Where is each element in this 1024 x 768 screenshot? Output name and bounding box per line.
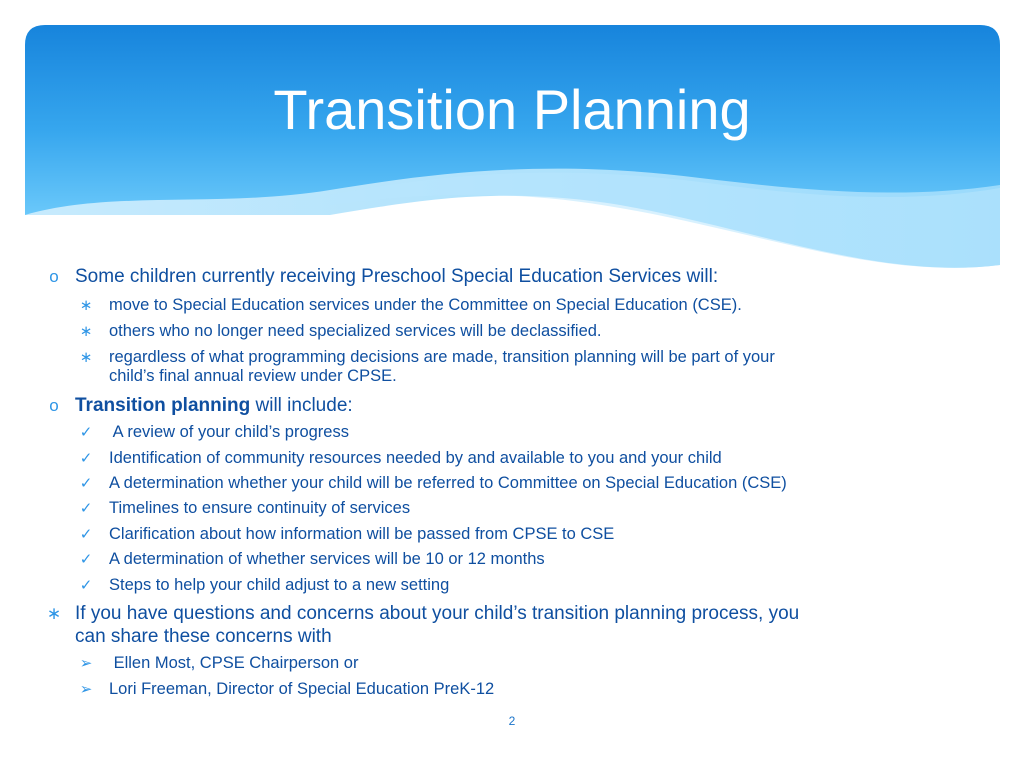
checkmark-icon: ✓ <box>79 500 93 517</box>
checkmark-icon: ✓ <box>79 475 93 492</box>
check-item-text: A determination whether your child will be referred to Committee on Special Education (CSE) <box>109 474 787 492</box>
bullet-text <box>75 395 970 417</box>
contact-text: Ellen Most, CPSE Chairperson or <box>109 654 359 672</box>
sub-bullet-text: regardless of what programming decisions are made, transition planning will be part of your <box>109 348 775 366</box>
page-number: 2 <box>508 714 516 728</box>
check-item-text: Identification of community resources needed by and available to you and your child <box>109 449 722 467</box>
checkmark-icon: ✓ <box>79 526 93 543</box>
bold-text: Transition planning <box>75 395 251 416</box>
check-item-text: Steps to help your child adjust to a new setting <box>109 576 450 594</box>
asterisk-bullet-icon: ∗ <box>79 297 93 314</box>
circle-bullet-icon: o <box>49 267 59 286</box>
header-banner <box>0 0 1024 300</box>
check-item-text: Clarification about how information will be passed from CPSE to CSE <box>109 525 615 543</box>
circle-bullet-icon: o <box>49 396 59 415</box>
asterisk-bullet-icon: ∗ <box>46 604 62 623</box>
sub-bullet-text: move to Special Education services under the Committee on Special Education (CSE). <box>109 296 742 314</box>
sub-bullet-text: others who no longer need specialized services will be declassified. <box>109 322 602 340</box>
asterisk-bullet-icon: ∗ <box>79 349 93 366</box>
arrow-bullet-icon: ➢ <box>79 681 93 698</box>
bullet-text: can share these concerns with <box>75 626 332 647</box>
bullet-text: Some children currently receiving Preschool Special Education Services will: <box>75 266 719 287</box>
arrow-bullet-icon: ➢ <box>79 655 93 672</box>
check-item-text: A determination of whether services will be 10 or 12 months <box>109 550 545 568</box>
checkmark-icon: ✓ <box>79 551 93 568</box>
contact-text: Lori Freeman, Director of Special Education PreK-12 <box>109 680 495 698</box>
bullet-text: If you have questions and concerns about your child’s transition planning process, you <box>75 603 800 624</box>
checkmark-icon: ✓ <box>79 577 93 594</box>
sub-bullet-text: child’s final annual review under CPSE. <box>109 367 397 385</box>
checkmark-icon: ✓ <box>79 450 93 467</box>
checkmark-icon: ✓ <box>79 424 93 441</box>
check-item-text: A review of your child’s progress <box>109 423 349 441</box>
regular-text: will include: <box>250 395 353 416</box>
slide-title: Transition Planning <box>273 78 751 141</box>
check-item-text: Timelines to ensure continuity of services <box>109 499 411 517</box>
asterisk-bullet-icon: ∗ <box>79 323 93 340</box>
